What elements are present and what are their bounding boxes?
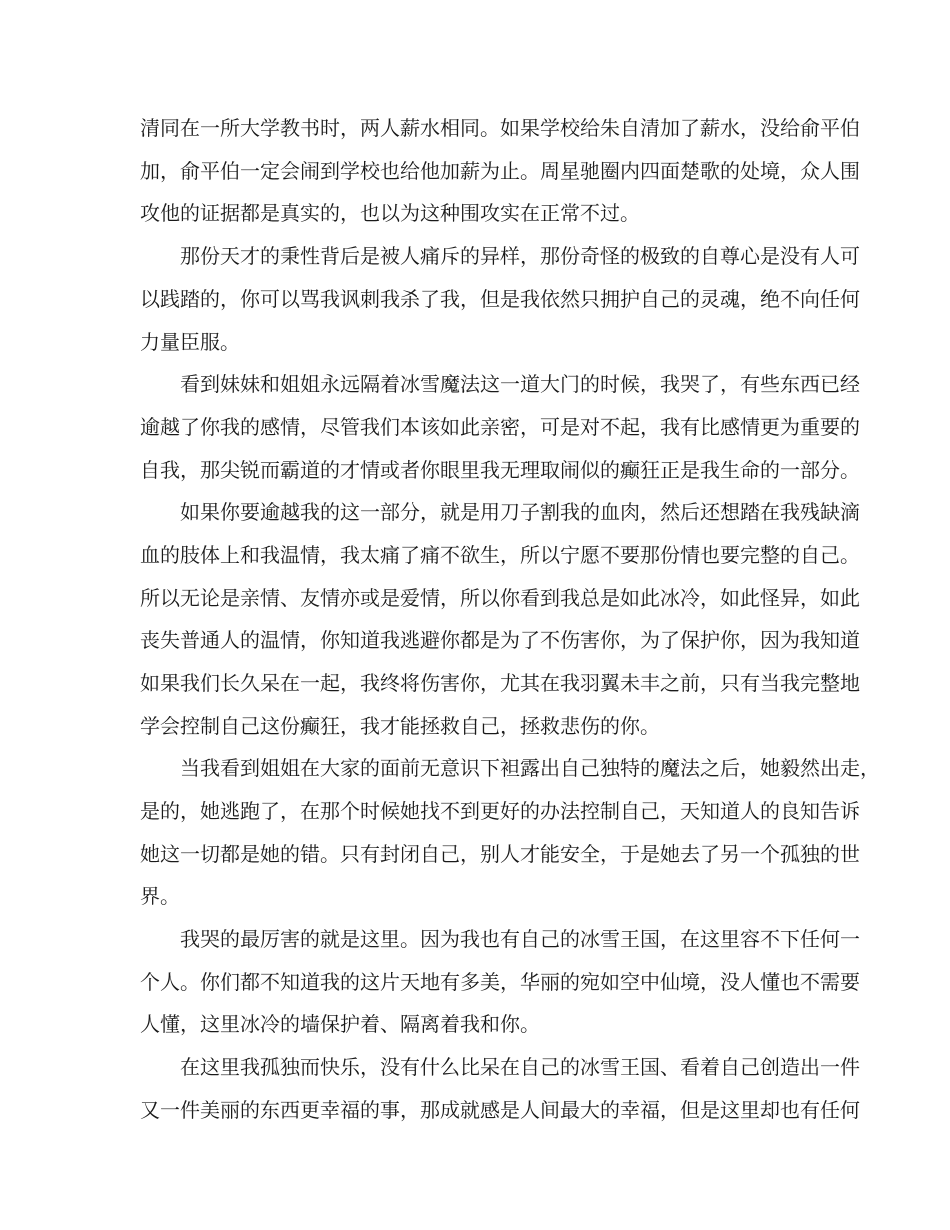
text-line: 人懂，这里冰冷的墙保护着、隔离着我和你。	[140, 1012, 540, 1036]
text-line: 她这一切都是她的错。只有封闭自己，别人才能安全，于是她去了另一个孤独的世	[140, 842, 860, 866]
text-line: 界。	[140, 884, 180, 908]
paragraph-first-line: 如果你要逾越我的这一部分，就是用刀子割我的血肉，然后还想踏在我残缺滴	[180, 500, 860, 524]
text-line: 是的，她逃跑了，在那个时候她找不到更好的办法控制自己，天知道人的良知告诉	[140, 799, 860, 823]
text-line: 又一件美丽的东西更幸福的事，那成就感是人间最大的幸福，但是这里却也有任何	[140, 1098, 860, 1122]
paragraph-first-line: 在这里我孤独而快乐，没有什么比呆在自己的冰雪王国、看着自己创造出一件	[180, 1055, 860, 1079]
paragraph-first-line: 当我看到姐姐在大家的面前无意识下袒露出自己独特的魔法之后，她毅然出走，	[180, 756, 880, 780]
text-line: 自我，那尖锐而霸道的才情或者你眼里我无理取闹似的癫狂正是我生命的一部分。	[140, 458, 860, 482]
text-line: 攻他的证据都是真实的，也以为这种围攻实在正常不过。	[140, 201, 640, 225]
text-line: 丧失普通人的温情，你知道我逃避你都是为了不伤害你，为了保护你，因为我知道	[140, 628, 860, 652]
text-line: 逾越了你我的感情，尽管我们本该如此亲密，可是对不起，我有比感情更为重要的	[140, 415, 860, 439]
text-line: 所以无论是亲情、友情亦或是爱情，所以你看到我总是如此冰冷，如此怪异，如此	[140, 586, 860, 610]
text-line: 个人。你们都不知道我的这片天地有多美，华丽的宛如空中仙境，没人懂也不需要	[140, 970, 860, 994]
paragraph-first-line: 那份天才的秉性背后是被人痛斥的异样，那份奇怪的极致的自尊心是没有人可	[180, 244, 860, 268]
text-line: 力量臣服。	[140, 330, 240, 354]
paragraph-first-line: 看到妹妹和姐姐永远隔着冰雪魔法这一道大门的时候，我哭了，有些东西已经	[180, 372, 860, 396]
text-line: 学会控制自己这份癫狂，我才能拯救自己，拯救悲伤的你。	[140, 714, 660, 738]
text-line: 清同在一所大学教书时，两人薪水相同。如果学校给朱自清加了薪水，没给俞平伯	[140, 116, 860, 140]
text-line: 加，俞平伯一定会闹到学校也给他加薪为止。周星驰圈内四面楚歌的处境，众人围	[140, 159, 860, 183]
text-line: 血的肢体上和我温情，我太痛了痛不欲生，所以宁愿不要那份情也要完整的自己。	[140, 543, 860, 567]
text-line: 以践踏的，你可以骂我讽刺我杀了我，但是我依然只拥护自己的灵魂，绝不向任何	[140, 287, 860, 311]
text-line: 如果我们长久呆在一起，我终将伤害你，尤其在我羽翼未丰之前，只有当我完整地	[140, 671, 860, 695]
paragraph-first-line: 我哭的最厉害的就是这里。因为我也有自己的冰雪王国，在这里容不下任何一	[180, 927, 860, 951]
